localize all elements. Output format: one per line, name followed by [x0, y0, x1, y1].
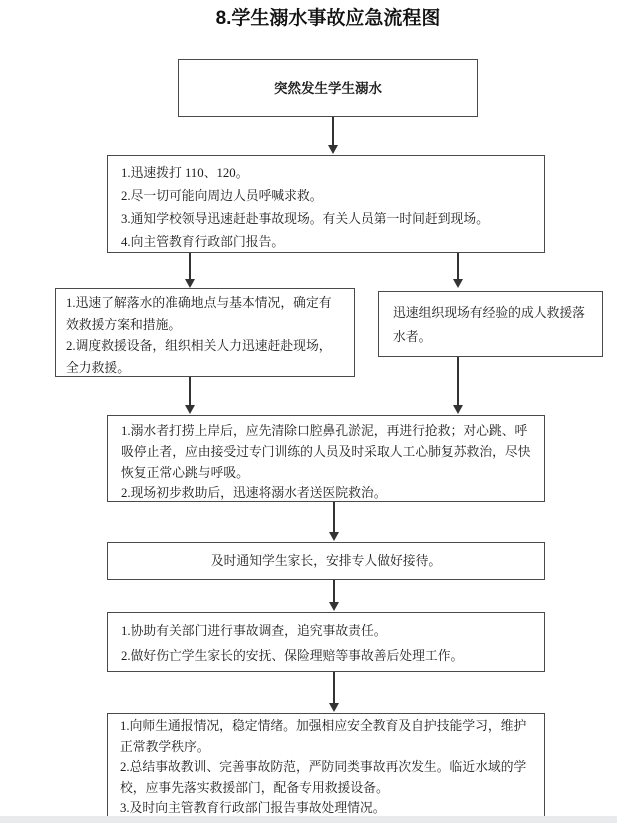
arrowhead-down-icon: [329, 602, 339, 611]
onsite-rescue-box: [378, 291, 603, 357]
followup-item: 2.总结事故教训、完善事故防范，严防同类事故再次发生。临近水域的学校，应事先落实救援部门，配备专用救援设备。: [120, 760, 527, 795]
onsite-rescue-label: 迅速组织现场有经验的成人救援落水者。: [393, 306, 585, 344]
start-box-label: 突然发生学生溺水: [274, 80, 382, 96]
arrowhead-down-icon: [328, 145, 338, 154]
arrow-down-right-branch: [453, 253, 463, 288]
arrowhead-down-icon: [453, 279, 463, 288]
first-aid-item: 2.现场初步救助后，迅速将溺水者送医院救治。: [121, 486, 387, 501]
notify-parents-label: 及时通知学生家长，安排专人做好接待。: [210, 553, 442, 568]
immediate-actions-box: [107, 155, 545, 253]
page-bottom-edge: [0, 816, 617, 823]
arrowhead-down-icon: [185, 279, 195, 288]
arrowhead-down-icon: [453, 405, 463, 414]
flow-line: [333, 672, 335, 703]
arrow-down-left-branch: [185, 253, 195, 288]
followup-box: [107, 713, 545, 818]
flow-line: [333, 502, 335, 532]
arrow-down-start-to-immediate: [328, 117, 338, 154]
arrow-down-investigation-to-followup: [329, 672, 339, 712]
flow-line: [332, 117, 334, 145]
immediate-action-item: 3.通知学校领导迅速赶赴事故现场。有关人员第一时间赶到现场。: [121, 212, 489, 226]
investigation-item: 1.协助有关部门进行事故调查，追究事故责任。: [121, 624, 387, 638]
page-title: 8.学生溺水事故应急流程图: [215, 8, 441, 29]
first-aid-box: [107, 415, 545, 502]
immediate-action-item: 1.迅速拨打 110、120。: [121, 166, 249, 180]
arrowhead-down-icon: [329, 703, 339, 712]
followup-item: 3.及时向主管教育行政部门报告事故处理情况。: [120, 801, 386, 816]
arrow-down-onsite-to-firstaid: [453, 357, 463, 414]
rescue-plan-item: 2.调度救援设备，组织相关人力迅速赶赴现场，全力救援。: [66, 339, 332, 375]
first-aid-item: 1.溺水者打捞上岸后，应先清除口腔鼻孔淤泥，再进行抢救；对心跳、呼吸停止者，应由接受过专门训练的人员及时采取人工心肺复苏救治，尽快恢复正常心跳与呼吸。: [121, 424, 531, 480]
investigation-item: 2.做好伤亡学生家长的安抚、保险理赔等事故善后处理工作。: [121, 649, 464, 663]
flow-line: [189, 377, 191, 405]
investigation-box: [107, 612, 545, 672]
notify-parents-box: [107, 542, 545, 580]
flow-line: [333, 580, 335, 602]
arrow-down-plan-to-firstaid: [185, 377, 195, 414]
flow-line: [189, 253, 191, 279]
followup-item: 1.向师生通报情况，稳定情绪。加强相应安全教育及自护技能学习，维护正常教学秩序。: [120, 719, 527, 754]
rescue-plan-box: [55, 288, 355, 377]
start-box: [178, 59, 478, 117]
flow-line: [457, 357, 459, 405]
immediate-action-item: 2.尽一切可能向周边人员呼喊求救。: [121, 189, 323, 203]
rescue-plan-item: 1.迅速了解落水的准确地点与基本情况，确定有效救援方案和措施。: [66, 296, 332, 332]
arrow-down-firstaid-to-parents: [329, 502, 339, 541]
arrowhead-down-icon: [185, 405, 195, 414]
flow-line: [457, 253, 459, 279]
immediate-action-item: 4.向主管教育行政部门报告。: [121, 235, 285, 249]
arrowhead-down-icon: [329, 532, 339, 541]
arrow-down-parents-to-investigation: [329, 580, 339, 611]
